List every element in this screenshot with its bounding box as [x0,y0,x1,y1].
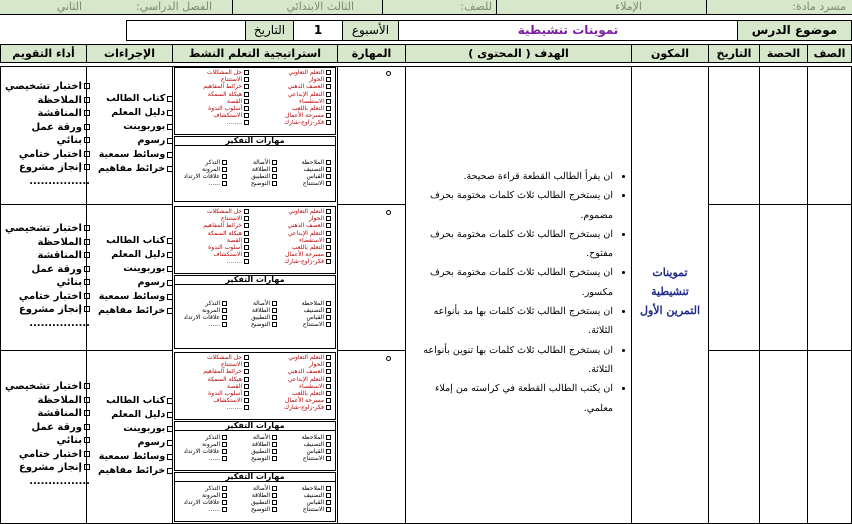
evaluation-option[interactable]: بنائي [5,434,90,448]
skill-option[interactable]: الاستنتاج [302,455,331,462]
skill-option[interactable]: المرونة [183,441,227,448]
procedure-option[interactable]: وسائط سمعية [98,148,173,162]
strategy-option[interactable]: خرائط المفاهيم [203,222,249,229]
skills-right-list [302,434,331,462]
header-goal: الهدف ( المحتوى ) [405,44,632,63]
strategy-option[interactable]: الحوار [284,76,331,83]
strategy-box [174,67,336,135]
skill-option[interactable]: ...... [183,321,227,328]
strategy-option[interactable]: العصف الذهني [284,83,331,90]
skill-option[interactable]: الاستنتاج [302,180,331,187]
strategy-option[interactable]: حل المشكلات [203,208,249,215]
header-period: الحصة [759,44,808,63]
skill-marker [386,210,391,215]
header-skill: المهارة [337,44,406,63]
thinking-skills-box [174,421,336,471]
procedure-option[interactable]: بوربوينت [98,262,173,276]
procedures-list [98,234,173,318]
skills-left-list [183,485,227,513]
skills-mid-list [251,159,277,187]
class-label: للصف: [460,0,492,13]
procedure-option[interactable]: خرائط مفاهيم [98,304,173,318]
strategy-option[interactable]: الحوار [284,215,331,222]
procedure-option[interactable]: دليل المعلم [98,408,173,422]
skill-option[interactable]: الملاحظة [302,434,331,441]
skill-option[interactable]: علاقات الارتداد [183,314,227,321]
evaluation-option[interactable]: المناقشة [5,249,90,263]
strategy-option[interactable]: الاستكشاف [203,112,249,119]
skill-option[interactable]: الأصالة [251,434,277,441]
skill-option[interactable]: القياس [302,173,331,180]
skills-mid-list [251,434,277,462]
goal-item: • ان يستخرج الطالب ثلاث كلمات مختومة بحرف مكسور. [414,263,613,302]
thinking-skills-box [174,275,336,349]
skill-option[interactable]: ...... [183,180,227,187]
procedures-list [98,394,173,478]
skills-mid-list [251,485,277,513]
strategy-left-list [203,69,249,127]
subject-value: الإملاء [615,0,642,13]
strategy-option[interactable]: العصف الذهني [284,368,331,375]
evaluation-option[interactable]: بنائي [5,276,90,290]
thinking-skills-box [174,472,336,522]
period-column [759,66,808,524]
strategy-option[interactable]: الاستكشاف [203,251,249,258]
strategy-option[interactable]: التعلم باللعب [284,105,331,112]
skill-option[interactable]: القياس [302,499,331,506]
skill-option[interactable]: علاقات الارتداد [183,173,227,180]
strategy-option[interactable]: مسرحة الأعمال [284,251,331,258]
strategy-option[interactable]: أسلوب الندوة [203,390,249,397]
evaluation-option[interactable]: المناقشة [5,407,90,421]
skill-option[interactable]: الملاحظة [302,159,331,166]
skill-option[interactable]: القياس [302,448,331,455]
strategy-option[interactable]: هيكلة السمكة [203,230,249,237]
skill-option[interactable]: الاستنتاج [302,321,331,328]
strategy-option[interactable]: ........ [203,258,249,265]
skills-left-list [183,434,227,462]
goal-item: • ان يستخرج الطالب ثلاث كلمات بها تنوين بأنواعه الثلاثة. [414,341,613,380]
evaluation-option[interactable]: إنجاز مشروع [5,161,90,175]
date-column [708,66,760,524]
skills-right-list [302,159,331,187]
skill-option[interactable]: الأصالة [251,159,277,166]
goal-item: • ان يستخرج الطالب ثلاث كلمات مختومة بحرف مضموم. [414,186,613,225]
strategy-option[interactable]: التعلم التعاوني [284,69,331,76]
evaluation-list [5,222,90,330]
skill-option[interactable]: المرونة [183,492,227,499]
goal-item: • ان يكتب الطالب القطعة في كراسته من إملاء معلمي. [414,379,613,418]
skills-right-list [302,485,331,513]
strategy-option[interactable]: الاستقصاء [284,237,331,244]
strategy-right-list [284,69,331,127]
skill-option[interactable]: التصنيف [302,441,331,448]
evaluation-option[interactable]: ورقة عمل [5,421,90,435]
evaluation-option[interactable]: إنجاز مشروع [5,303,90,317]
strategy-option[interactable]: التعلم الإبداعي [284,230,331,237]
thinking-skills-box [174,136,336,202]
date-value[interactable] [126,20,246,41]
strategy-option[interactable]: التعلم التعاوني [284,354,331,361]
goal-item: • ان يقرأ الطالب القطعة قراءة صحيحة. [414,167,613,186]
skill-marker [386,71,391,76]
skill-option[interactable]: علاقات الارتداد [183,448,227,455]
evaluation-option[interactable]: بنائي [5,134,90,148]
skill-option[interactable]: المرونة [183,307,227,314]
skill-option[interactable]: ...... [183,455,227,462]
skill-marker [386,356,391,361]
strategy-option[interactable]: فكر-زاوج-شارك [284,119,331,126]
skill-option[interactable]: التوضيح [251,321,277,328]
skill-option[interactable]: الملاحظة [302,485,331,492]
skill-option[interactable]: التذكر [183,485,227,492]
evaluation-list [5,80,90,188]
strategy-option[interactable]: هيكلة السمكة [203,91,249,98]
skill-option[interactable]: الطلاقة [251,166,277,173]
skill-cell[interactable] [337,204,406,351]
subject-label: مسرد مادة: [792,0,846,13]
class-value: الثالث الابتدائي [286,0,354,13]
strategy-option[interactable]: مسرحة الأعمال [284,112,331,119]
evaluation-option[interactable]: ورقة عمل [5,121,90,135]
skill-option[interactable]: التوضيح [251,180,277,187]
skill-option[interactable]: الأصالة [251,300,277,307]
strategy-option[interactable]: الاستنتاج [203,215,249,222]
strategy-option[interactable]: مسرحة الأعمال [284,397,331,404]
strategy-option[interactable]: القصة [203,237,249,244]
skills-mid-list [251,300,277,328]
topic-label: موضوع الدرس [737,20,852,41]
strategy-option[interactable]: التعلم الإبداعي [284,376,331,383]
top-bar [0,0,852,15]
thinking-skills-title: مهارات التفكير [175,422,335,431]
procedure-option[interactable]: بوربوينت [98,120,173,134]
strategy-option[interactable]: القصة [203,98,249,105]
evaluation-option[interactable]: ورقة عمل [5,263,90,277]
skill-option[interactable]: التوضيح [251,455,277,462]
strategy-right-list [284,354,331,412]
strategy-option[interactable]: ........ [203,119,249,126]
skill-option[interactable]: الملاحظة [302,300,331,307]
evaluation-option[interactable]: اختبار ختامي [5,448,90,462]
strategy-option[interactable]: الاستنتاج [203,361,249,368]
skill-option[interactable]: الطلاقة [251,307,277,314]
goal-list [414,167,627,418]
evaluation-option[interactable]: المناقشة [5,107,90,121]
thinking-skills-title: مهارات التفكير [175,473,335,482]
strategy-left-list [203,208,249,266]
component-text: تموينات تنشيطية التمرين الأول [639,266,701,317]
procedure-option[interactable]: دليل المعلم [98,248,173,262]
evaluation-option[interactable]: الملاحظة [5,236,90,250]
skill-option[interactable]: التصنيف [302,492,331,499]
strategy-left-list [203,354,249,412]
strategy-option[interactable]: الاستنتاج [203,76,249,83]
component-cell [631,66,709,524]
evaluation-option[interactable]: الملاحظة [5,394,90,408]
header-strategy: استراتيجية التعلم النشط [172,44,338,63]
procedure-option[interactable]: وسائط سمعية [98,450,173,464]
procedures-list [98,92,173,176]
header-procedures: الإجراءات [86,44,173,63]
skill-option[interactable]: الطلاقة [251,492,277,499]
week-value[interactable]: 1 [293,20,343,41]
strategy-option[interactable]: هيكلة السمكة [203,376,249,383]
strategy-option[interactable]: أسلوب الندوة [203,105,249,112]
thinking-skills-title: مهارات التفكير [175,276,335,285]
strategy-option[interactable]: الاستقصاء [284,98,331,105]
skill-option[interactable]: الأصالة [251,485,277,492]
procedure-option[interactable]: كتاب الطالب [98,394,173,408]
procedure-option[interactable]: وسائط سمعية [98,290,173,304]
evaluation-option[interactable]: اختبار ختامي [5,290,90,304]
skills-left-list [183,300,227,328]
strategy-option[interactable]: التعلم باللعب [284,244,331,251]
week-label: الأسبوع [342,20,399,41]
skill-option[interactable]: التطبيق [251,314,277,321]
skill-option[interactable]: التصنيف [302,166,331,173]
skill-cell[interactable] [337,66,406,205]
strategy-option[interactable]: التعلم باللعب [284,390,331,397]
strategy-option[interactable]: خرائط المفاهيم [203,368,249,375]
goal-item: • ان يستخرج الطالب ثلاث كلمات مختومة بحرف مفتوح. [414,225,613,264]
topic-value[interactable]: تموينات تنشيطية [398,20,738,41]
evaluation-option[interactable]: اختبار تشخيصي [5,380,90,394]
skill-option[interactable]: التذكر [183,159,227,166]
skill-option[interactable]: التطبيق [251,173,277,180]
evaluation-option[interactable]: ................ [29,317,90,329]
strategy-option[interactable]: خرائط المفاهيم [203,83,249,90]
strategy-option[interactable]: التعلم التعاوني [284,208,331,215]
skill-cell[interactable] [337,350,406,524]
header-date: التاريخ [708,44,760,63]
procedure-option[interactable]: بوربوينت [98,422,173,436]
header-component: المكون [631,44,709,63]
strategy-option[interactable]: العصف الذهني [284,222,331,229]
term-label: الفصل الدراسي: [136,0,212,13]
date-label: التاريخ [245,20,294,41]
procedure-option[interactable]: خرائط مفاهيم [98,464,173,478]
header-evaluation: أداء التقويم [0,44,87,63]
goal-item: • ان يستخرج الطالب ثلاث كلمات بها مد بأنواعه الثلاثة. [414,302,613,341]
skills-left-list [183,159,227,187]
evaluation-option[interactable]: ................ [29,175,90,187]
skill-option[interactable]: القياس [302,314,331,321]
strategy-option[interactable]: فكر-زاوج-شارك [284,404,331,411]
strategy-option[interactable]: فكر-زاوج-شارك [284,258,331,265]
procedure-option[interactable]: كتاب الطالب [98,92,173,106]
evaluation-option[interactable]: اختبار تشخيصي [5,222,90,236]
term-value: الثاني [56,0,82,13]
evaluation-option[interactable]: اختبار تشخيصي [5,80,90,94]
evaluation-option[interactable]: إنجاز مشروع [5,461,90,475]
evaluation-option[interactable]: الملاحظة [5,94,90,108]
skill-option[interactable]: علاقات الارتداد [183,499,227,506]
evaluation-option[interactable]: ................ [29,475,90,487]
strategy-option[interactable]: ........ [203,404,249,411]
skill-option[interactable]: الاستنتاج [302,506,331,513]
procedure-option[interactable]: رسوم [98,276,173,290]
skills-right-list [302,300,331,328]
strategy-option[interactable]: القصة [203,383,249,390]
strategy-option[interactable]: التعلم الإبداعي [284,91,331,98]
strategy-box [174,352,336,420]
procedure-option[interactable]: رسوم [98,134,173,148]
goal-cell [405,66,632,524]
evaluation-option[interactable]: اختبار ختامي [5,148,90,162]
skill-option[interactable]: التطبيق [251,499,277,506]
class-column [807,66,852,524]
skill-option[interactable]: المرونة [183,166,227,173]
procedure-option[interactable]: خرائط مفاهيم [98,162,173,176]
strategy-box [174,206,336,274]
strategy-option[interactable]: الاستقصاء [284,383,331,390]
procedure-option[interactable]: كتاب الطالب [98,234,173,248]
skill-option[interactable]: التذكر [183,300,227,307]
skill-option[interactable]: التطبيق [251,448,277,455]
strategy-option[interactable]: حل المشكلات [203,354,249,361]
skill-option[interactable]: الطلاقة [251,441,277,448]
evaluation-list [5,380,90,488]
skill-option[interactable]: ...... [183,506,227,513]
strategy-option[interactable]: أسلوب الندوة [203,244,249,251]
strategy-option[interactable]: الاستكشاف [203,397,249,404]
header-class: الصف [807,44,852,63]
strategy-right-list [284,208,331,266]
procedure-option[interactable]: رسوم [98,436,173,450]
strategy-option[interactable]: الحوار [284,361,331,368]
thinking-skills-title: مهارات التفكير [175,137,335,146]
skill-option[interactable]: التصنيف [302,307,331,314]
procedure-option[interactable]: دليل المعلم [98,106,173,120]
strategy-option[interactable]: حل المشكلات [203,69,249,76]
skill-option[interactable]: التوضيح [251,506,277,513]
skill-option[interactable]: التذكر [183,434,227,441]
